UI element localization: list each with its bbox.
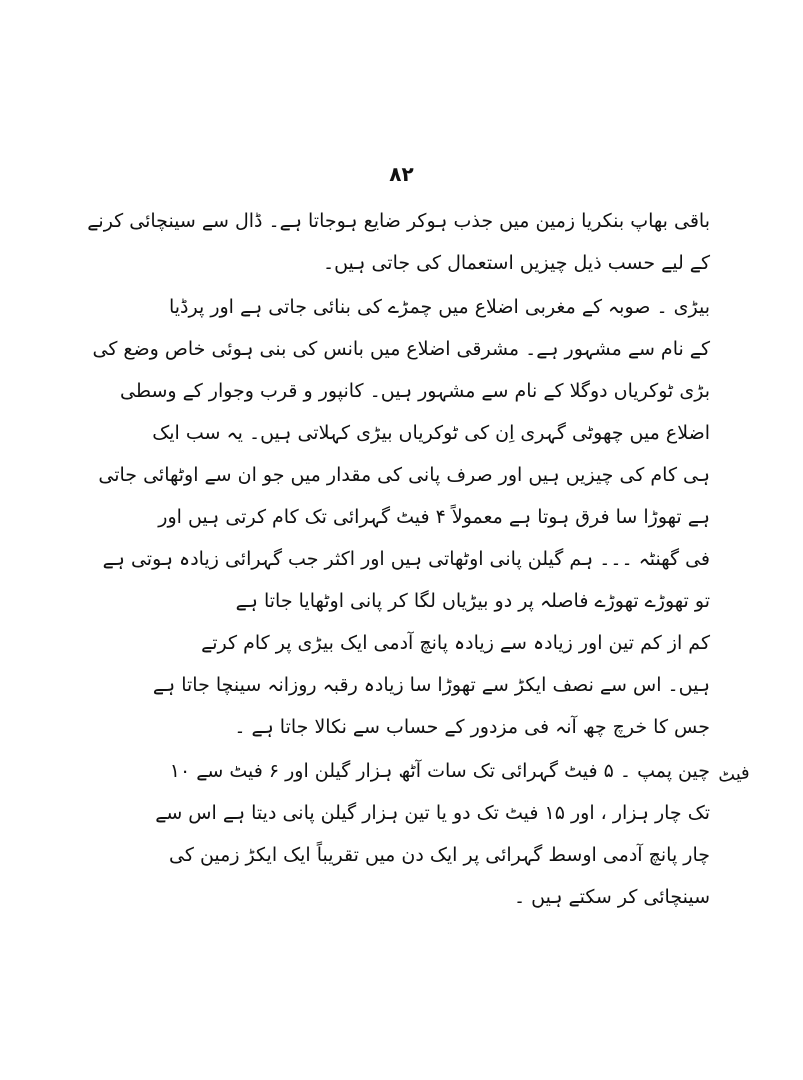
text-line-4: کے نام سے مشہور ہے۔ مشرقی اضلاع میں بانس کی بنی ہوئی خاص وضع کی: [92, 338, 710, 360]
margin-note: فیٹ: [716, 762, 751, 788]
text-line-2: کے لیے حسب ذیل چیزیں استعمال کی جاتی ہیں۔: [322, 252, 710, 274]
page-number: ۸۲: [389, 162, 414, 186]
text-line-6: اضلاع میں چھوٹی گہری اِن کی ٹوکریاں بیڑی کہلاتی ہیں۔ یہ سب ایک: [152, 422, 710, 444]
text-line-16: چار پانچ آدمی اوسط گہرائی پر ایک دن میں تقریباً ایک ایکڑ زمین کی: [169, 844, 710, 866]
text-line-7: ہی کام کی چیزیں ہیں اور صرف پانی کی مقدار میں جو ان سے اوٹھائی جاتی: [98, 464, 710, 486]
text-line-5: بڑی ٹوکریاں دوگلا کے نام سے مشہور ہیں۔ کانپور و قرب وجوار کے وسطی: [120, 380, 710, 402]
text-line-17: سینچائی کر سکتے ہیں ۔: [514, 886, 710, 908]
text-line-14: چین پمپ ۔ ۵ فیٹ گہرائی تک سات آٹھ ہزار گیلن اور ۶ فیٹ سے ۱۰: [169, 760, 710, 782]
text-line-8: ہے تھوڑا سا فرق ہوتا ہے معمولاً ۴ فیٹ گہرائی تک کام کرتی ہیں اور: [158, 506, 710, 528]
text-line-15: تک چار ہزار ، اور ۱۵ فیٹ تک دو یا تین ہزار گیلن پانی دیتا ہے اس سے: [155, 802, 710, 824]
text-line-1: باقی بھاپ بنکریا زمین میں جذب ہوکر ضایع ہوجاتا ہے۔ ڈال سے سینچائی کرنے: [87, 210, 710, 232]
text-line-10: تو تھوڑے تھوڑے فاصلہ پر دو بیڑیاں لگا کر پانی اوٹھایا جاتا ہے: [235, 590, 710, 612]
text-line-9: فی گھنٹہ ۔۔۔ ہم گیلن پانی اوٹھاتی ہیں اور اکثر جب گہرائی زیادہ ہوتی ہے: [102, 548, 710, 570]
body-text: [87, 200, 710, 918]
text-line-3: بیڑی ۔ صوبہ کے مغربی اضلاع میں چمڑے کی بنائی جاتی ہے اور پرڈیا: [168, 296, 710, 318]
text-line-13: جس کا خرچ چھ آنہ فی مزدور کے حساب سے نکالا جاتا ہے ۔: [234, 716, 710, 738]
text-line-12: ہیں۔ اس سے نصف ایکڑ سے تھوڑا سا زیادہ رقبہ روزانہ سینچا جاتا ہے: [152, 674, 710, 696]
text-line-11: کم از کم تین اور زیادہ سے زیادہ پانچ آدمی ایک بیڑی پر کام کرتے: [201, 632, 710, 654]
